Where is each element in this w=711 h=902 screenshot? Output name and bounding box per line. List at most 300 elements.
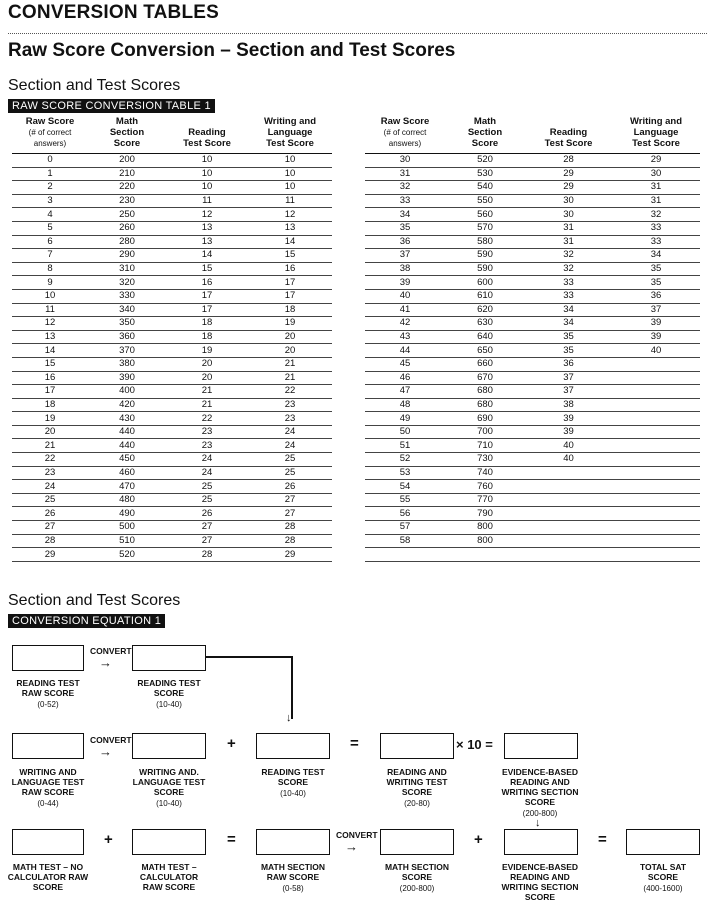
table-cell: 690 xyxy=(445,412,525,426)
wl-raw-box[interactable] xyxy=(12,733,84,759)
table-cell xyxy=(445,548,525,562)
column-header xyxy=(525,116,612,154)
table-cell: 10 xyxy=(248,181,332,195)
table-row xyxy=(12,357,332,371)
table-cell: 37 xyxy=(612,303,700,317)
header-line: Section xyxy=(109,127,145,138)
table-row xyxy=(12,521,332,535)
table-cell xyxy=(612,493,700,507)
table-row xyxy=(12,235,332,249)
header-line: Score xyxy=(471,138,499,149)
table-row xyxy=(12,262,332,276)
table-cell: 800 xyxy=(445,534,525,548)
connector-line-down xyxy=(291,656,293,719)
table-cell: 21 xyxy=(166,385,248,399)
table-cell: 28 xyxy=(525,154,612,168)
table-cell: 290 xyxy=(88,249,166,263)
table-cell: 570 xyxy=(445,221,525,235)
table-cell: 34 xyxy=(525,317,612,331)
table-row xyxy=(365,208,700,222)
table-cell: 56 xyxy=(365,507,445,521)
label-math-section: MATH SECTION SCORE (200-800) xyxy=(384,862,450,893)
table-cell: 2 xyxy=(12,181,88,195)
header-line: Raw Score xyxy=(380,116,430,127)
table-cell xyxy=(612,548,700,562)
table-row xyxy=(12,439,332,453)
reading-score-box-2[interactable] xyxy=(256,733,330,759)
table-cell: 10 xyxy=(248,154,332,168)
table-cell xyxy=(612,425,700,439)
table-cell: 500 xyxy=(88,521,166,535)
header-line: Test Score xyxy=(183,138,231,149)
table-cell: 29 xyxy=(248,548,332,562)
table-cell: 18 xyxy=(12,398,88,412)
table-row xyxy=(365,412,700,426)
table-cell: 610 xyxy=(445,289,525,303)
table-cell: 27 xyxy=(166,521,248,535)
table-cell: 37 xyxy=(525,371,612,385)
table-row xyxy=(365,548,700,562)
table-cell xyxy=(612,466,700,480)
page-subtitle: Raw Score Conversion – Section and Test Scores xyxy=(8,40,456,61)
convert-label: CONVERT xyxy=(336,830,378,840)
table-cell xyxy=(612,371,700,385)
table-cell: 760 xyxy=(445,480,525,494)
table-cell: 13 xyxy=(166,235,248,249)
table-row xyxy=(12,398,332,412)
label-reading-raw: READING TEST RAW SCORE (0-52) xyxy=(16,678,80,709)
header-line: answers) xyxy=(388,139,422,148)
table-row xyxy=(365,303,700,317)
table-banner: RAW SCORE CONVERSION TABLE 1 xyxy=(8,99,215,113)
table-cell: 590 xyxy=(445,262,525,276)
table-cell xyxy=(525,466,612,480)
reading-score-box[interactable] xyxy=(132,645,206,671)
header-line: Writing and xyxy=(263,116,317,127)
table-cell: 19 xyxy=(166,344,248,358)
table-cell: 33 xyxy=(365,194,445,208)
table-row xyxy=(365,357,700,371)
table-cell: 14 xyxy=(166,249,248,263)
table-cell: 26 xyxy=(248,480,332,494)
table-cell: 32 xyxy=(525,262,612,276)
header-line: Test Score xyxy=(266,138,314,149)
table-cell: 39 xyxy=(612,330,700,344)
table-row xyxy=(365,480,700,494)
equals-sign: = xyxy=(227,831,236,848)
table-cell: 30 xyxy=(365,154,445,168)
table-cell: 21 xyxy=(248,357,332,371)
table-cell: 40 xyxy=(612,344,700,358)
table-cell: 44 xyxy=(365,344,445,358)
table-cell: 35 xyxy=(612,276,700,290)
header-divider xyxy=(8,33,707,34)
label-rw-test: READING AND WRITING TEST SCORE (20-80) xyxy=(386,767,448,808)
table-cell: 58 xyxy=(365,534,445,548)
table-cell: 24 xyxy=(166,466,248,480)
table-cell: 22 xyxy=(166,412,248,426)
table-row xyxy=(365,235,700,249)
table-cell: 23 xyxy=(248,398,332,412)
label-ebrw-2: EVIDENCE-BASED READING AND WRITING SECTION SCORE xyxy=(501,862,579,902)
table-cell: 17 xyxy=(248,276,332,290)
table-cell: 590 xyxy=(445,249,525,263)
table-cell: 29 xyxy=(612,154,700,168)
header-line: (# of correct xyxy=(28,128,72,137)
table-cell: 31 xyxy=(525,235,612,249)
table-cell xyxy=(612,507,700,521)
table-cell: 520 xyxy=(445,154,525,168)
page-title: CONVERSION TABLES xyxy=(8,2,220,23)
table-cell: 45 xyxy=(365,357,445,371)
table-row xyxy=(365,493,700,507)
table-row xyxy=(365,330,700,344)
table-cell: 11 xyxy=(166,194,248,208)
table-row xyxy=(365,181,700,195)
table-cell: 29 xyxy=(12,548,88,562)
ebrw-box-2[interactable] xyxy=(504,829,578,855)
table-cell: 13 xyxy=(166,221,248,235)
table-row xyxy=(12,507,332,521)
table-row xyxy=(365,317,700,331)
conversion-table-right xyxy=(365,116,700,562)
table-cell: 18 xyxy=(166,330,248,344)
table-cell xyxy=(612,385,700,399)
table-cell: 24 xyxy=(248,439,332,453)
table-cell: 31 xyxy=(365,167,445,181)
conversion-table-left xyxy=(12,116,332,562)
table-cell: 34 xyxy=(525,303,612,317)
table-cell: 16 xyxy=(166,276,248,290)
table-cell: 30 xyxy=(612,167,700,181)
table-cell: 27 xyxy=(248,507,332,521)
table-cell: 700 xyxy=(445,425,525,439)
table-cell: 40 xyxy=(525,439,612,453)
table-cell: 35 xyxy=(525,344,612,358)
table-cell: 470 xyxy=(88,480,166,494)
table-cell: 18 xyxy=(248,303,332,317)
table-cell: 36 xyxy=(612,289,700,303)
table-cell: 200 xyxy=(88,154,166,168)
table-cell: 540 xyxy=(445,181,525,195)
table-cell: 12 xyxy=(12,317,88,331)
table-row xyxy=(12,289,332,303)
table-cell: 33 xyxy=(612,221,700,235)
table-cell: 19 xyxy=(12,412,88,426)
table-cell: 340 xyxy=(88,303,166,317)
table-cell: 650 xyxy=(445,344,525,358)
table-row xyxy=(365,344,700,358)
table-cell: 23 xyxy=(166,425,248,439)
ebrw-box[interactable] xyxy=(504,733,578,759)
table-cell: 560 xyxy=(445,208,525,222)
table-cell: 10 xyxy=(166,181,248,195)
table-cell: 36 xyxy=(365,235,445,249)
table-cell: 800 xyxy=(445,521,525,535)
table-cell: 36 xyxy=(525,357,612,371)
table-cell: 35 xyxy=(525,330,612,344)
table-cell: 15 xyxy=(166,262,248,276)
table-cell: 580 xyxy=(445,235,525,249)
table-cell: 400 xyxy=(88,385,166,399)
table-row xyxy=(365,453,700,467)
table-cell: 32 xyxy=(525,249,612,263)
table-cell: 43 xyxy=(365,330,445,344)
header-line: Test Score xyxy=(544,138,593,149)
math-raw-box[interactable] xyxy=(256,829,330,855)
table-cell: 490 xyxy=(88,507,166,521)
times-ten-sign: × 10 = xyxy=(456,737,493,752)
table-cell: 630 xyxy=(445,317,525,331)
connector-line xyxy=(206,656,292,658)
table-cell: 4 xyxy=(12,208,88,222)
table-cell: 24 xyxy=(12,480,88,494)
table-row xyxy=(12,548,332,562)
table-cell: 50 xyxy=(365,425,445,439)
table-cell: 37 xyxy=(365,249,445,263)
table-cell: 20 xyxy=(166,357,248,371)
down-arrow-icon: ↓ xyxy=(535,817,541,829)
column-header xyxy=(365,116,445,154)
table-row xyxy=(365,371,700,385)
table-cell: 25 xyxy=(248,453,332,467)
convert-label: CONVERT xyxy=(90,735,132,745)
table-cell: 35 xyxy=(612,262,700,276)
table-cell: 20 xyxy=(248,330,332,344)
math-calc-box[interactable] xyxy=(132,829,206,855)
label-math-nocalc: MATH TEST – NO CALCULATOR RAW SCORE xyxy=(7,862,89,892)
table-cell: 17 xyxy=(166,303,248,317)
table-row xyxy=(12,425,332,439)
table-row xyxy=(365,154,700,168)
table-cell: 740 xyxy=(445,466,525,480)
table-cell: 230 xyxy=(88,194,166,208)
table-row xyxy=(12,167,332,181)
table-cell: 37 xyxy=(525,385,612,399)
table-cell: 24 xyxy=(166,453,248,467)
table-cell: 32 xyxy=(365,181,445,195)
table-row xyxy=(365,276,700,290)
header-line: Score xyxy=(113,138,141,149)
table-cell: 29 xyxy=(525,181,612,195)
table-cell: 27 xyxy=(12,521,88,535)
label-ebrw: EVIDENCE-BASED READING AND WRITING SECTION SCORE (200-800) xyxy=(501,767,579,818)
total-score-box[interactable] xyxy=(626,829,700,855)
table-cell: 310 xyxy=(88,262,166,276)
table-cell: 680 xyxy=(445,385,525,399)
table-cell: 25 xyxy=(166,480,248,494)
convert-label: CONVERT xyxy=(90,646,132,656)
table-cell xyxy=(612,521,700,535)
equals-sign: = xyxy=(350,735,359,752)
equals-sign: = xyxy=(598,831,607,848)
rw-test-box[interactable] xyxy=(380,733,454,759)
table-row xyxy=(12,303,332,317)
table-cell: 20 xyxy=(248,344,332,358)
table-cell: 370 xyxy=(88,344,166,358)
table-cell: 260 xyxy=(88,221,166,235)
table-row xyxy=(12,194,332,208)
table-cell: 25 xyxy=(166,493,248,507)
table-cell: 23 xyxy=(248,412,332,426)
table-cell: 9 xyxy=(12,276,88,290)
table-cell: 15 xyxy=(12,357,88,371)
table-cell: 0 xyxy=(12,154,88,168)
table-cell: 17 xyxy=(166,289,248,303)
table-row xyxy=(12,221,332,235)
equation-banner: CONVERSION EQUATION 1 xyxy=(8,614,165,628)
table-row xyxy=(12,344,332,358)
table-cell: 6 xyxy=(12,235,88,249)
table-cell: 53 xyxy=(365,466,445,480)
table-cell: 54 xyxy=(365,480,445,494)
table-cell: 330 xyxy=(88,289,166,303)
header-line: Math xyxy=(115,116,139,127)
math-section-box[interactable] xyxy=(380,829,454,855)
table-row xyxy=(12,493,332,507)
table-cell: 520 xyxy=(88,548,166,562)
header-line: Section xyxy=(467,127,503,138)
table-cell: 360 xyxy=(88,330,166,344)
table-cell: 57 xyxy=(365,521,445,535)
table-cell: 26 xyxy=(12,507,88,521)
table-cell: 640 xyxy=(445,330,525,344)
table-cell xyxy=(612,357,700,371)
table-row xyxy=(12,276,332,290)
table-cell: 440 xyxy=(88,425,166,439)
math-nocalc-box[interactable] xyxy=(12,829,84,855)
table-cell: 39 xyxy=(525,425,612,439)
label-total-score: TOTAL SAT SCORE (400-1600) xyxy=(639,862,687,893)
table-cell: 15 xyxy=(248,249,332,263)
table-cell xyxy=(612,398,700,412)
header-line: Language xyxy=(633,127,679,138)
table-cell: 31 xyxy=(612,194,700,208)
header-line: Test Score xyxy=(632,138,680,149)
table-cell: 30 xyxy=(525,194,612,208)
table-row xyxy=(365,289,700,303)
table-cell: 38 xyxy=(365,262,445,276)
table-row xyxy=(12,534,332,548)
table-row xyxy=(12,154,332,168)
table-cell: 430 xyxy=(88,412,166,426)
label-math-calc: MATH TEST – CALCULATOR RAW SCORE xyxy=(139,862,199,892)
table-cell xyxy=(525,480,612,494)
table-cell: 25 xyxy=(12,493,88,507)
table-cell: 13 xyxy=(248,221,332,235)
table-row xyxy=(12,466,332,480)
table-cell: 46 xyxy=(365,371,445,385)
table-section-title: Section and Test Scores xyxy=(8,77,181,94)
table-cell: 210 xyxy=(88,167,166,181)
table-cell: 27 xyxy=(248,493,332,507)
table-row xyxy=(365,466,700,480)
table-cell: 380 xyxy=(88,357,166,371)
table-row xyxy=(12,249,332,263)
header-line: Writing and xyxy=(629,116,683,127)
table-cell: 7 xyxy=(12,249,88,263)
table-cell: 550 xyxy=(445,194,525,208)
table-cell: 42 xyxy=(365,317,445,331)
table-cell: 670 xyxy=(445,371,525,385)
table-cell: 680 xyxy=(445,398,525,412)
column-header xyxy=(445,116,525,154)
table-cell: 5 xyxy=(12,221,88,235)
table-cell: 39 xyxy=(612,317,700,331)
table-cell: 14 xyxy=(248,235,332,249)
header-line: Raw Score xyxy=(25,116,75,127)
table-cell: 26 xyxy=(166,507,248,521)
table-cell xyxy=(525,534,612,548)
table-cell: 10 xyxy=(166,167,248,181)
table-cell: 12 xyxy=(166,208,248,222)
table-cell: 31 xyxy=(612,181,700,195)
table-cell: 40 xyxy=(525,453,612,467)
table-row xyxy=(12,453,332,467)
table-cell: 35 xyxy=(365,221,445,235)
table-cell: 28 xyxy=(166,548,248,562)
table-cell: 620 xyxy=(445,303,525,317)
equation-section-title: Section and Test Scores xyxy=(8,592,181,609)
plus-sign: + xyxy=(474,831,483,848)
table-row xyxy=(365,221,700,235)
table-cell: 25 xyxy=(248,466,332,480)
table-cell: 450 xyxy=(88,453,166,467)
header-line: Math xyxy=(473,116,497,127)
table-cell: 21 xyxy=(248,371,332,385)
table-cell: 39 xyxy=(525,412,612,426)
table-row xyxy=(12,371,332,385)
table-cell: 28 xyxy=(12,534,88,548)
table-cell: 33 xyxy=(525,289,612,303)
table-cell: 38 xyxy=(525,398,612,412)
table-cell: 790 xyxy=(445,507,525,521)
table-cell: 21 xyxy=(12,439,88,453)
table-cell: 320 xyxy=(88,276,166,290)
table-cell: 48 xyxy=(365,398,445,412)
table-row xyxy=(365,398,700,412)
table-row xyxy=(12,480,332,494)
column-header xyxy=(88,116,166,154)
table-cell: 34 xyxy=(365,208,445,222)
table-cell: 17 xyxy=(248,289,332,303)
table-cell: 530 xyxy=(445,167,525,181)
table-cell: 220 xyxy=(88,181,166,195)
table-cell: 47 xyxy=(365,385,445,399)
table-cell: 21 xyxy=(166,398,248,412)
table-row xyxy=(365,262,700,276)
table-cell: 31 xyxy=(525,221,612,235)
table-row xyxy=(365,385,700,399)
table-cell: 13 xyxy=(12,330,88,344)
table-cell: 1 xyxy=(12,167,88,181)
reading-raw-box[interactable] xyxy=(12,645,84,671)
table-cell: 51 xyxy=(365,439,445,453)
table-row xyxy=(365,507,700,521)
wl-score-box[interactable] xyxy=(132,733,206,759)
plus-sign: + xyxy=(227,735,236,752)
label-reading-score: READING TEST SCORE (10-40) xyxy=(137,678,201,709)
table-row xyxy=(12,385,332,399)
down-arrow-icon: ↓ xyxy=(286,712,292,724)
plus-sign: + xyxy=(104,831,113,848)
label-math-raw: MATH SECTION RAW SCORE (0-58) xyxy=(260,862,326,893)
header-line: answers) xyxy=(33,139,67,148)
table-cell: 34 xyxy=(612,249,700,263)
label-wl-score: WRITING AND. LANGUAGE TEST SCORE (10-40) xyxy=(132,767,206,808)
table-cell xyxy=(365,548,445,562)
table-cell: 33 xyxy=(612,235,700,249)
